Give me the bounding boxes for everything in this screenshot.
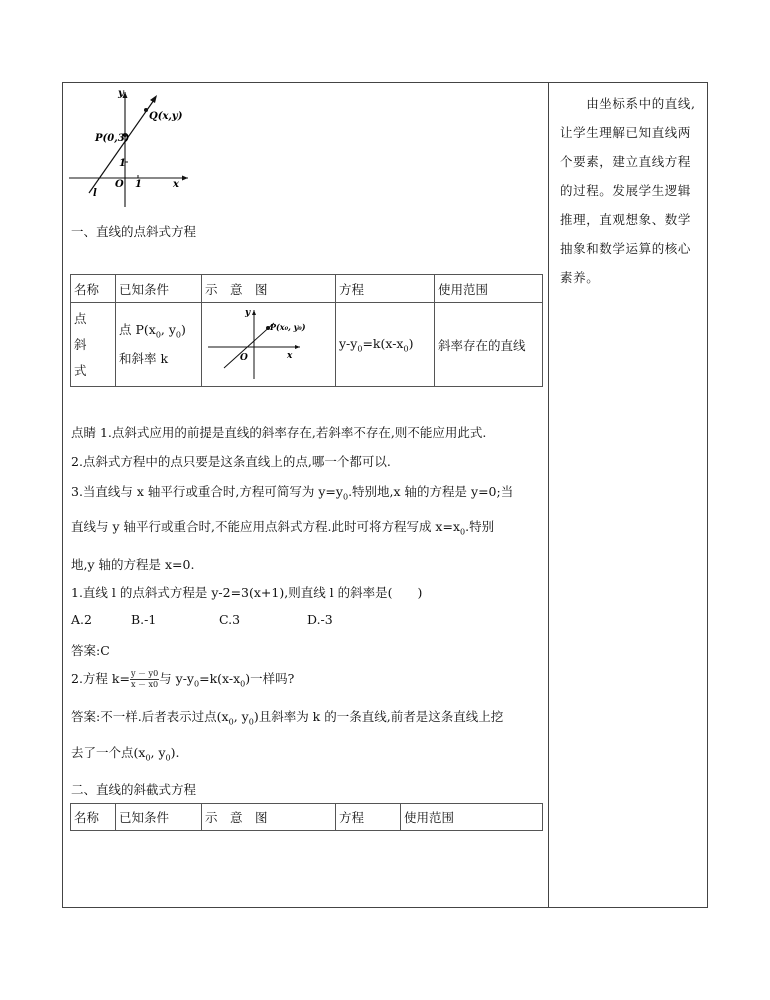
note-text: 3.当直线与 x 轴平行或重合时,方程可简写为 y=y [71, 484, 343, 499]
condition-text: , y [160, 321, 176, 337]
q2-text: 2.方程 k= [71, 671, 130, 686]
sub: 0 [175, 330, 182, 340]
table2-header-row [71, 804, 543, 831]
cell-equation [336, 303, 435, 387]
header-equation: 方程 [336, 275, 435, 303]
answer-2-line1 [71, 707, 503, 727]
column-divider [548, 83, 549, 907]
line-arrow [150, 95, 157, 103]
diag-point-label: P(x₀, y₀) [270, 322, 306, 332]
header-condition: 已知条件 [116, 275, 202, 303]
side-line: 由坐标系中的直线, [560, 96, 696, 111]
condition-slope: 和斜率 k [119, 351, 169, 367]
q2-text: =k(x-x [199, 671, 241, 686]
x-axis-label: x [173, 179, 179, 190]
header-diagram: 示 意 图 [202, 275, 336, 303]
option-b: B.-1 [131, 612, 157, 627]
cell-condition [116, 303, 202, 387]
main-column [63, 83, 548, 907]
a2-text: ). [170, 745, 180, 760]
point-p-label: P(0,3) [95, 133, 130, 144]
y-axis-label: y [118, 88, 124, 99]
answer-1: 答案:C [71, 643, 110, 658]
sub: 0 [248, 717, 254, 727]
design-intent-column [560, 89, 700, 292]
origin-label: O [115, 179, 124, 190]
eq-text: =k(x-x [362, 335, 404, 351]
sub: 0 [165, 753, 171, 763]
x-tick-label: 1 [135, 179, 142, 190]
fraction [130, 669, 159, 690]
sub: 0 [403, 344, 409, 354]
diag-x-label: x [287, 351, 293, 361]
diag-y-label: y [245, 308, 251, 318]
section1-title: 一、直线的点斜式方程 [71, 224, 197, 239]
sub: 0 [460, 527, 466, 537]
diag-x-arrow [295, 345, 300, 349]
point-slope-table [70, 274, 543, 387]
note-3-line3: 地,y 轴的方程是 x=0. [71, 557, 195, 572]
side-line: 素养。 [560, 270, 600, 285]
q2-text: )一样吗? [245, 671, 295, 686]
header-name: 名称 [71, 804, 116, 831]
side-line: 的过程。发展学生逻辑 [560, 183, 692, 198]
a2-text: 答案:不一样.后者表示过点(x [71, 709, 229, 724]
option-a: A.2 [71, 612, 92, 627]
sub: 0 [228, 717, 234, 727]
note-2: 2.点斜式方程中的点只要是这条直线上的点,哪一个都可以. [71, 454, 391, 469]
option-c: C.3 [219, 612, 241, 627]
side-line: 个要素，建立直线方程 [560, 154, 692, 169]
question-1: 1.直线 l 的点斜式方程是 y-2=3(x+1),则直线 l 的斜率是( ) [71, 585, 423, 600]
x-axis-arrow [182, 176, 188, 181]
note-text: .特别 [465, 519, 495, 534]
diag-origin-label: O [240, 353, 248, 363]
answer-2-line2 [71, 743, 180, 763]
name-char-1: 点 [74, 310, 87, 326]
lesson-frame [62, 82, 708, 908]
header-equation: 方程 [336, 804, 401, 831]
condition-point [119, 318, 198, 348]
point-slope-diagram [202, 303, 329, 383]
side-line: 抽象和数学运算的核心 [560, 241, 692, 256]
q2-text: 与 y-y [159, 671, 194, 686]
diag-y-arrow [252, 310, 256, 315]
header-diagram: 示 意 图 [202, 804, 336, 831]
header-range: 使用范围 [435, 275, 543, 303]
cell-range: 斜率存在的直线 [435, 303, 543, 387]
eq-text: y-y [339, 335, 358, 351]
cell-name [71, 303, 116, 387]
side-line: 推理，直观想象、数学 [560, 212, 692, 227]
sub: 0 [357, 344, 363, 354]
note-3-line2 [71, 517, 494, 537]
header-name: 名称 [71, 275, 116, 303]
table1-header-row [71, 275, 543, 303]
diag-line [224, 323, 274, 368]
condition-text: ) [181, 321, 186, 337]
header-range: 使用范围 [401, 804, 543, 831]
a2-text: )且斜率为 k 的一条直线,前者是这条直线上挖 [253, 709, 504, 724]
side-line: 让学生理解已知直线两 [560, 125, 692, 140]
sub: 0 [342, 492, 349, 502]
y-tick-label: 1 [119, 158, 126, 169]
fraction-denominator: x － x0 [130, 680, 159, 689]
a2-text: , y [150, 745, 166, 760]
condition-text: 点 P(x [119, 321, 156, 337]
slope-intercept-table [70, 803, 543, 831]
note-text: .特别地,x 轴的方程是 y=0;当 [348, 484, 514, 499]
eq-text: ) [408, 335, 414, 351]
point-q [144, 108, 148, 112]
option-d: D.-3 [307, 612, 333, 627]
sub: 0 [194, 679, 200, 689]
section2-title: 二、直线的斜截式方程 [71, 782, 197, 797]
a2-text: , y [233, 709, 249, 724]
sub: 0 [240, 679, 246, 689]
name-char-3: 式 [74, 362, 87, 378]
note-1: 点睛 1.点斜式应用的前提是直线的斜率存在,若斜率不存在,则不能应用此式. [71, 425, 487, 440]
point-q-label: Q(x,y) [149, 111, 183, 122]
note-3-line1 [71, 482, 513, 502]
figure-line-through-p-q [63, 83, 193, 218]
line-l-label: l [93, 188, 97, 199]
table1-row-point-slope [71, 303, 543, 387]
a2-text: 去了一个点(x [71, 745, 146, 760]
cell-diagram [202, 303, 336, 387]
sub: 0 [145, 753, 151, 763]
question-2 [71, 669, 294, 690]
header-condition: 已知条件 [116, 804, 202, 831]
fraction-numerator: y － y0 [130, 669, 159, 678]
note-text: 直线与 y 轴平行或重合时,不能应用点斜式方程.此时可将方程写成 x=x [71, 519, 461, 534]
sub: 0 [155, 330, 161, 340]
name-char-2: 斜 [74, 336, 87, 352]
